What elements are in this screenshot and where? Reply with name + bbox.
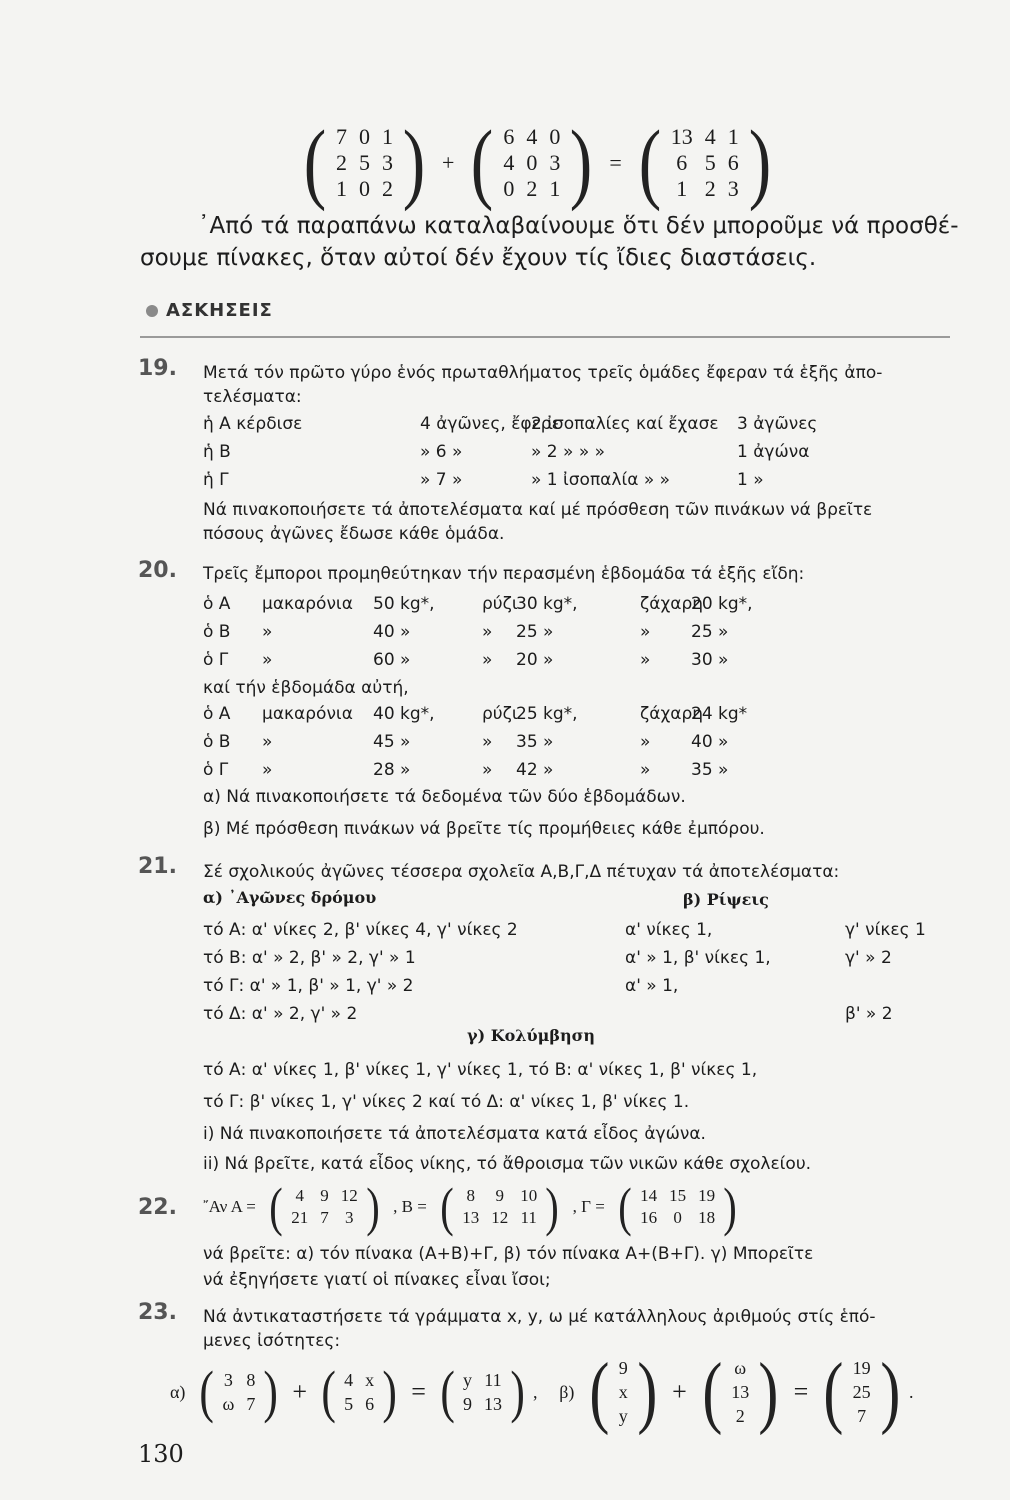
exercise-20-line-2: καί τήν ἑβδομάδα αὐτή,	[203, 678, 409, 698]
matrix-cell: 0	[358, 124, 370, 149]
result-cell: ἡ Α κέρδισε	[203, 414, 303, 434]
supply-cell: ζάχαρη	[640, 704, 704, 724]
matrix-cell: 7	[335, 124, 347, 149]
exercise-22-line-2: νά ἐξηγήσετε γιατί οἱ πίνακες εἶναι ἴσοι;	[203, 1270, 551, 1290]
supply-cell: ὁ Γ	[203, 760, 229, 780]
matrix-cell: 3	[549, 150, 561, 175]
exercise-22-line-1: νά βρεῖτε: α) τόν πίνακα (Α+Β)+Γ, β) τόν πίνακα Α+(Β+Γ). γ) Μπορεῖτε	[203, 1244, 814, 1264]
exercise-number: 21.	[138, 854, 177, 879]
result-cell: 2 ἰσοπαλίες καί ἔχασε	[531, 414, 719, 434]
supply-cell: 28 »	[373, 760, 411, 780]
swimming-line-1: τό Α: α' νίκες 1, β' νίκες 1, γ' νίκες 1, τό Β: α' νίκες 1, β' νίκες 1,	[203, 1060, 758, 1080]
result-cell: ἡ Γ	[203, 470, 229, 490]
result-cell: » 6 »	[420, 442, 463, 462]
intro-line-1: ᾿Από τά παραπάνω καταλαβαίνουμε ὅτι δέν μποροῦμε νά προσθέ-	[198, 213, 959, 239]
result-cell: 3 ἀγῶνες	[737, 414, 818, 434]
supply-cell: »	[640, 650, 651, 670]
matrix-cell: 2	[526, 176, 538, 201]
matrix-cell: 5	[344, 1394, 354, 1414]
supply-cell: 42 »	[516, 760, 554, 780]
matrix-cell: 9	[495, 1186, 504, 1205]
matrix-cell: 0	[673, 1208, 682, 1227]
supply-cell: μακαρόνια	[262, 594, 353, 614]
result-cell: 1 »	[737, 470, 764, 490]
supply-cell: »	[482, 650, 493, 670]
matrix-cell: 25	[852, 1382, 871, 1402]
heading-running: α) ᾿Αγῶνες δρόμου	[203, 888, 377, 907]
matrix-left: ( 7 0 1 2 5 3 1 0 2 )	[303, 113, 426, 212]
matrix-cell: 1	[676, 176, 688, 201]
athletics-cell: α' » 1,	[625, 976, 679, 996]
athletics-cell: γ' νίκες 1	[845, 920, 926, 940]
result-cell: » 2 » » »	[531, 442, 606, 462]
matrix-cell: 0	[503, 176, 515, 201]
athletics-cell: γ' » 2	[845, 948, 892, 968]
matrix-cell: 8	[246, 1370, 256, 1390]
label-b: β)	[559, 1381, 575, 1402]
supply-cell: 50 kg*,	[373, 594, 435, 614]
matrix-cell: 6	[676, 150, 688, 175]
supply-cell: 40 »	[691, 732, 729, 752]
exercise-number: 23.	[138, 1300, 177, 1325]
heading-throws: β) Ρίψεις	[683, 890, 769, 909]
supply-cell: »	[482, 622, 493, 642]
exercise-21-line-1: Σέ σχολικούς ἀγῶνες τέσσερα σχολεῖα Α,Β,Γ,Δ πέτυχαν τά ἀποτελέσματα:	[203, 862, 840, 882]
exercise-19-line-4: πόσους ἀγῶνες ἔδωσε κάθε ὁμάδα.	[203, 524, 505, 544]
matrix-cell: 13	[670, 124, 693, 149]
label-B: , Β =	[393, 1197, 427, 1216]
matrix-A: ( 4 9 12 21 7 3 )	[269, 1177, 380, 1237]
matrix-cell: 11	[520, 1208, 537, 1227]
matrix-cell: 5	[358, 150, 370, 175]
supply-cell: 35 »	[516, 732, 554, 752]
athletics-cell: τό Α: α' νίκες 2, β' νίκες 4, γ' νίκες 2	[203, 920, 518, 940]
comma: ,	[533, 1381, 538, 1402]
matrix-cell: 10	[520, 1186, 538, 1205]
supply-cell: 20 »	[516, 650, 554, 670]
matrix-cell: x	[618, 1382, 628, 1402]
matrix-cell: 6	[727, 150, 739, 175]
bullet-icon	[146, 305, 158, 317]
supply-cell: 35 »	[691, 760, 729, 780]
matrix-cell: y	[462, 1370, 472, 1390]
supply-cell: »	[482, 732, 493, 752]
supply-cell: 25 »	[691, 622, 729, 642]
exercise-23-equations	[170, 1348, 914, 1436]
matrix-cell: 7	[320, 1208, 329, 1227]
supply-cell: μακαρόνια	[262, 704, 353, 724]
matrix-cell: 4	[344, 1370, 354, 1390]
exercise-number: 20.	[138, 558, 177, 583]
matrix-cell: 0	[358, 176, 370, 201]
matrix-cell: 13	[731, 1382, 750, 1402]
matrix-G: ( 14 15 19 16 0 18 )	[618, 1177, 737, 1237]
matrix-cell: 2	[735, 1406, 745, 1426]
matrix-cell: 4	[503, 150, 515, 175]
supply-cell: 60 »	[373, 650, 411, 670]
supply-cell: ὁ Β	[203, 732, 231, 752]
exercise-20-question-b: β) Μέ πρόσθεση πινάκων νά βρεῖτε τίς προμήθειες κάθε ἐμπόρου.	[203, 819, 765, 839]
supply-cell: 30 kg*,	[516, 594, 578, 614]
supply-cell: 20 kg*,	[691, 594, 753, 614]
supply-cell: »	[262, 760, 273, 780]
matrix-cell: 16	[640, 1208, 658, 1227]
matrix-cell: ω	[222, 1394, 235, 1414]
matrix-23-1: ( 3 8 ω 7 )	[199, 1359, 279, 1424]
supply-cell: »	[640, 732, 651, 752]
supply-cell: ρύζι	[482, 594, 518, 614]
supply-cell: ὁ Α	[203, 704, 231, 724]
matrix-cell: 0	[526, 150, 538, 175]
matrix-cell: 12	[491, 1208, 509, 1227]
athletics-cell: β' » 2	[845, 1004, 893, 1024]
matrix-result: ( 13 4 1 6 5 6 1 2 3 )	[638, 113, 772, 212]
matrix-cell: 4	[295, 1186, 304, 1205]
exercise-number: 22.	[138, 1195, 177, 1220]
matrix-middle: ( 6 4 0 4 0 3 0 2 1 )	[471, 113, 593, 212]
matrix-cell: 3	[223, 1370, 233, 1390]
matrix-cell: 1	[381, 124, 393, 149]
supply-cell: »	[262, 622, 273, 642]
supply-cell: ὁ Α	[203, 594, 231, 614]
supply-cell: ὁ Β	[203, 622, 231, 642]
result-cell: » 1 ἰσοπαλία » »	[531, 470, 671, 490]
supply-cell: ζάχαρη	[640, 594, 704, 614]
label-A: ῎Αν Α =	[203, 1197, 256, 1216]
supply-cell: 40 kg*,	[373, 704, 435, 724]
vector-23-1: ( 9 x y )	[589, 1348, 658, 1436]
matrix-cell: 3	[727, 176, 739, 201]
exercise-19-line-3: Νά πινακοποιήσετε τά ἀποτελέσματα καί μέ πρόσθεση τῶν πινάκων νά βρεῖτε	[203, 500, 873, 520]
matrix-cell: 15	[669, 1186, 687, 1205]
page-number: 130	[138, 1440, 184, 1468]
exercise-23-line-1: Νά ἀντικαταστήσετε τά γράμματα x, y, ω μέ κατάλληλους ἀριθμούς στίς ἑπό-	[203, 1307, 876, 1327]
heading-swimming: γ) Κολύμβηση	[467, 1026, 595, 1045]
matrix-cell: 9	[462, 1394, 472, 1414]
matrix-cell: 13	[462, 1208, 480, 1227]
matrix-cell: 6	[365, 1394, 375, 1414]
matrix-B: ( 8 9 10 13 12 11 )	[440, 1177, 559, 1237]
matrix-cell: 5	[704, 150, 716, 175]
exercise-19-line-2: τελέσματα:	[203, 387, 302, 407]
supply-cell: »	[640, 760, 651, 780]
vector-23-2: ( ω 13 2 )	[701, 1348, 779, 1436]
matrix-cell: 4	[526, 124, 538, 149]
matrix-cell: ω	[734, 1358, 747, 1378]
supply-cell: »	[640, 622, 651, 642]
matrix-cell: 21	[291, 1208, 309, 1227]
supply-cell: 25 kg*,	[516, 704, 578, 724]
supply-cell: ρύζι	[482, 704, 518, 724]
supply-cell: 24 kg*	[691, 704, 748, 724]
supply-cell: 45 »	[373, 732, 411, 752]
label-a: α)	[170, 1381, 186, 1402]
matrix-cell: 19	[852, 1358, 871, 1378]
period: .	[909, 1381, 914, 1402]
athletics-cell: α' » 1, β' νίκες 1,	[625, 948, 771, 968]
result-cell: » 7 »	[420, 470, 463, 490]
matrix-cell: 18	[698, 1208, 716, 1227]
exercise-23-line-2: μενες ἰσότητες:	[203, 1331, 341, 1351]
supply-cell: »	[482, 760, 493, 780]
matrix-cell: y	[618, 1406, 628, 1426]
matrix-cell: 9	[618, 1358, 628, 1378]
matrix-cell: 0	[549, 124, 561, 149]
section-heading	[146, 300, 273, 321]
result-cell: 4 ἀγῶνες, ἔφερε	[420, 414, 561, 434]
matrix-sum-equation	[300, 113, 775, 212]
supply-cell: 30 »	[691, 650, 729, 670]
plus-sign: +	[441, 150, 455, 175]
matrix-cell: 2	[704, 176, 716, 201]
exercise-number: 19.	[138, 356, 177, 381]
supply-cell: 25 »	[516, 622, 554, 642]
plus-sign: +	[292, 1377, 308, 1406]
matrix-cell: 1	[549, 176, 561, 201]
matrix-cell: 11	[484, 1370, 502, 1390]
intro-line-2: σουμε πίνακες, ὅταν αὐτοί δέν ἔχουν τίς ἴδιες διαστάσεις.	[140, 245, 817, 271]
matrix-cell: 4	[704, 124, 716, 149]
athletics-cell: τό Β: α' » 2, β' » 2, γ' » 1	[203, 948, 416, 968]
athletics-cell: α' νίκες 1,	[625, 920, 713, 940]
exercise-21-question-i: i) Νά πινακοποιήσετε τά ἀποτελέσματα κατά εἶδος ἀγώνα.	[203, 1124, 706, 1144]
matrix-cell: 7	[857, 1406, 867, 1426]
matrix-cell: 19	[698, 1186, 716, 1205]
label-G: , Γ =	[572, 1197, 605, 1216]
matrix-cell: 3	[345, 1208, 354, 1227]
matrix-cell: 2	[381, 176, 393, 201]
supply-cell: »	[262, 650, 273, 670]
exercise-21-question-ii: ii) Νά βρεῖτε, κατά εἶδος νίκης, τό ἄθροισμα τῶν νικῶν κάθε σχολείου.	[203, 1154, 812, 1174]
matrix-cell: 8	[466, 1186, 475, 1205]
result-cell: ἡ Β	[203, 442, 231, 462]
matrix-cell: 7	[246, 1394, 256, 1414]
matrix-cell: 2	[335, 150, 347, 175]
athletics-cell: τό Δ: α' » 2, γ' » 2	[203, 1004, 358, 1024]
section-title: ΑΣΚΗΣΕΙΣ	[166, 300, 273, 321]
supply-cell: ὁ Γ	[203, 650, 229, 670]
matrix-cell: 3	[381, 150, 393, 175]
matrix-cell: 13	[483, 1394, 502, 1414]
athletics-cell: τό Γ: α' » 1, β' » 1, γ' » 2	[203, 976, 414, 996]
result-cell: 1 ἀγώνα	[737, 442, 810, 462]
matrix-cell: 12	[340, 1186, 358, 1205]
matrix-cell: 1	[727, 124, 739, 149]
equals-sign: =	[793, 1377, 809, 1406]
equals-sign: =	[411, 1377, 426, 1406]
exercise-22-matrices	[203, 1177, 739, 1237]
matrix-cell: 6	[503, 124, 515, 149]
supply-cell: »	[262, 732, 273, 752]
matrix-23-3: ( y 11 9 13 )	[440, 1359, 525, 1424]
matrix-cell: 9	[320, 1186, 329, 1205]
exercise-20-question-a: α) Νά πινακοποιήσετε τά δεδομένα τῶν δύο ἑβδομάδων.	[203, 787, 686, 807]
supply-cell: 40 »	[373, 622, 411, 642]
plus-sign: +	[672, 1377, 687, 1406]
matrix-cell: 1	[335, 176, 347, 201]
matrix-cell: 14	[640, 1186, 658, 1205]
vector-23-3: ( 19 25 7 )	[823, 1348, 900, 1436]
exercise-19-line-1: Μετά τόν πρῶτο γύρο ἑνός πρωταθλήματος τρεῖς ὁμάδες ἔφεραν τά ἑξῆς ἀπο-	[203, 363, 883, 383]
swimming-line-2: τό Γ: β' νίκες 1, γ' νίκες 2 καί τό Δ: α' νίκες 1, β' νίκες 1.	[203, 1092, 690, 1112]
matrix-cell: x	[365, 1370, 375, 1390]
divider	[140, 336, 950, 338]
equals-sign: =	[609, 150, 622, 175]
exercise-20-line-1: Τρεῖς ἔμποροι προμηθεύτηκαν τήν περασμένη ἑβδομάδα τά ἑξῆς εἴδη:	[203, 564, 805, 584]
matrix-23-2: ( 4 x 5 6 )	[321, 1359, 398, 1424]
